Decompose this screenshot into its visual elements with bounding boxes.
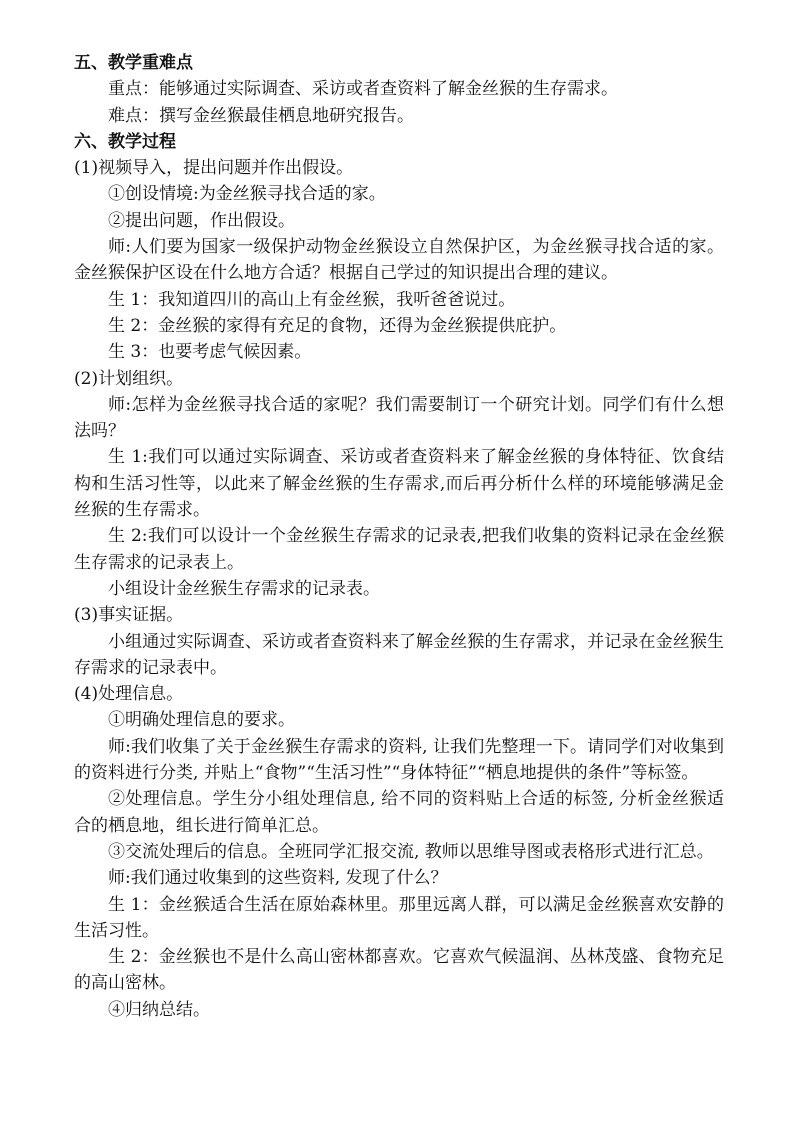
- paragraph: 生 2:我们可以设计一个金丝猴生存需求的记录表,把我们收集的资料记录在金丝猴生存需求的记录表上。: [74, 526, 724, 573]
- paragraph: ①明确处理信息的要求。: [108, 710, 295, 731]
- paragraph: ④归纳总结。: [108, 999, 210, 1020]
- paragraph: 小组设计金丝猴生存需求的记录表。: [108, 578, 380, 599]
- paragraph: 生 1：我知道四川的高山上有金丝猴，我听爸爸说过。: [108, 289, 516, 310]
- paragraph: ②处理信息。学生分小组处理信息, 给不同的资料贴上合适的标签, 分析金丝猴适合的栖息地，组长进行简单汇总。: [74, 789, 724, 836]
- subsection-title: (2)计划组织。: [74, 368, 184, 389]
- subsection-title: (1)视频导入，提出问题并作出假设。: [74, 158, 354, 179]
- paragraph: 生 3：也要考虑气候因素。: [108, 342, 312, 363]
- paragraph: 师:怎样为金丝猴寻找合适的家呢？我们需要制订一个研究计划。同学们有什么想法吗？: [74, 394, 724, 442]
- paragraph: ②提出问题，作出假设。: [108, 210, 295, 231]
- paragraph: 生 1：金丝猴适合生活在原始森林里。那里远离人群，可以满足金丝猴喜欢安静的生活习性。: [74, 894, 724, 941]
- paragraph: 生 2：金丝猴的家得有充足的食物，还得为金丝猴提供庇护。: [108, 315, 567, 336]
- paragraph: 生 2：金丝猴也不是什么高山密林都喜欢。它喜欢气候温润、丛林茂盛、食物充足的高山密林。: [74, 947, 724, 994]
- paragraph: 师:我们通过收集到的这些资料, 发现了什么？: [108, 868, 448, 889]
- document-page: [74, 50, 724, 1023]
- paragraph: 师:人们要为国家一级保护动物金丝猴设立自然保护区，为金丝猴寻找合适的家。金丝猴保护区设在什么地方合适？根据自己学过的知识提出合理的建议。: [74, 237, 724, 284]
- paragraph: 重点：能够通过实际调查、采访或者查资料了解金丝猴的生存需求。: [108, 79, 618, 100]
- section-title: 六、教学过程: [74, 131, 176, 152]
- section-title: 五、教学重难点: [74, 53, 193, 73]
- subsection-title: (4)处理信息。: [74, 684, 184, 705]
- paragraph: 难点：撰写金丝猴最佳栖息地研究报告。: [108, 105, 414, 126]
- paragraph: ③交流处理后的信息。全班同学汇报交流, 教师以思维导图或表格形式进行汇总。: [108, 841, 714, 862]
- paragraph: ①创设情境:为金丝猴寻找合适的家。: [108, 184, 386, 205]
- paragraph: 小组通过实际调查、采访或者查资料来了解金丝猴的生存需求，并记录在金丝猴生存需求的记录表中。: [74, 631, 724, 678]
- subsection-title: (3)事实证据。: [74, 605, 184, 626]
- paragraph: 生 1:我们可以通过实际调查、采访或者查资料来了解金丝猴的身体特征、饮食结构和生活习性等，以此来了解金丝猴的生存需求,而后再分析什么样的环境能够满足金丝猴的生存需求。: [74, 447, 724, 521]
- paragraph: 师:我们收集了关于金丝猴生存需求的资料, 让我们先整理一下。请同学们对收集到的资料进行分类, 并贴上“食物”“生活习性”“身体特征”“栖息地提供的条件”等标签。: [74, 736, 724, 784]
